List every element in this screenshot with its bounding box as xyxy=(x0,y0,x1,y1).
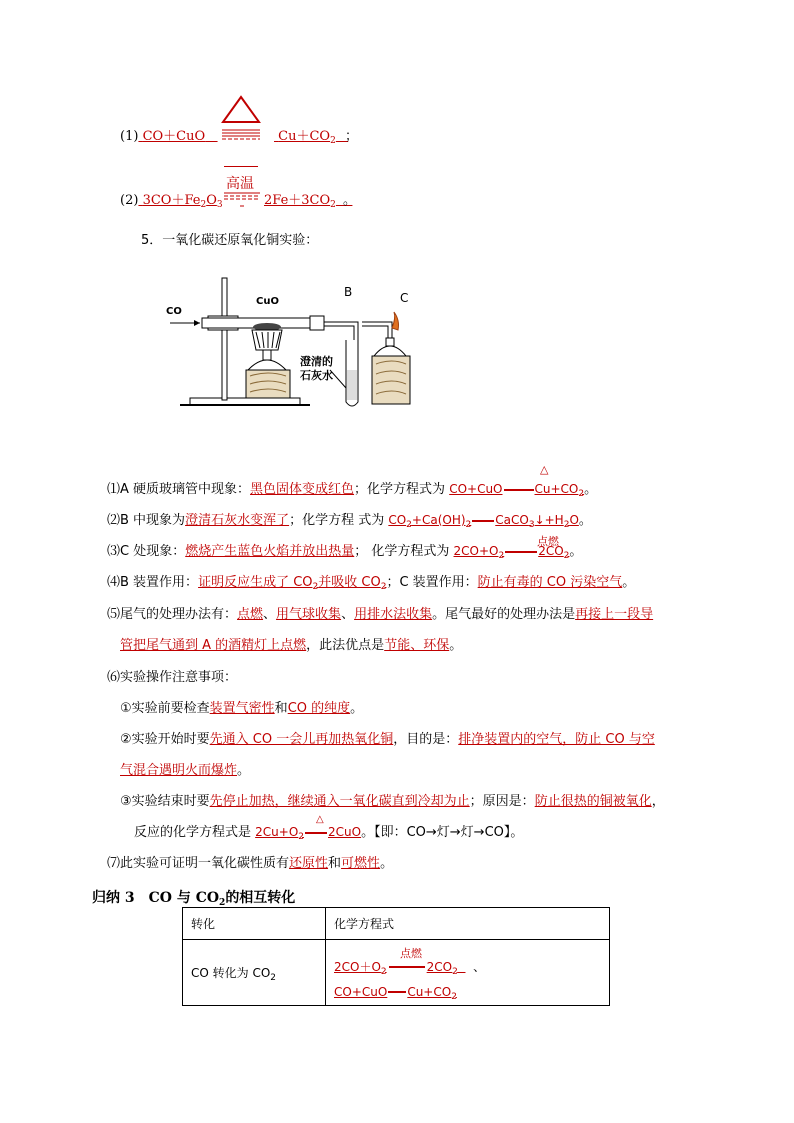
eq2-condition: 高温 xyxy=(226,176,254,192)
note-3-line2: 反应的化学方程式是 $2Cu+O_2$ 2CuO。【即：CO→灯→灯→CO】。 xyxy=(134,825,524,842)
equation-2: (2) $3CO+Fe_2O_3$ xyxy=(120,193,223,210)
table-header-cell: 化学方程式 xyxy=(326,908,610,940)
eq1-tail: ； xyxy=(345,129,359,144)
equation-1 xyxy=(120,125,218,144)
eq1-right: $Cu+CO_2$ xyxy=(278,129,336,146)
table-header-cell: 转化 xyxy=(183,908,326,940)
table-eq1: $2CO+O_2$ $2CO_2$ 、 xyxy=(334,959,486,977)
eq2-right: $2Fe+3CO_2$ xyxy=(264,193,336,210)
eq2-equals xyxy=(222,190,262,210)
label-cuo: CuO xyxy=(256,296,279,307)
q1-line: ⑴A 硬质玻璃管中现象：黑色固体变成红色；化学方程式为 CO+CuO $Cu+CO_2$。 xyxy=(107,482,598,499)
table-header-row xyxy=(183,908,610,940)
note-2-line1: ②实验开始时要先通入 CO 一会儿再加热氧化铜，目的是：排净装置内的空气，防止 CO 与空 xyxy=(120,732,655,747)
q1-cond: △ xyxy=(540,463,549,476)
eq2-topbar xyxy=(224,166,258,167)
eq-label: (1) xyxy=(120,129,139,144)
eq2-tail: 。 xyxy=(343,193,357,208)
note-1: ①实验前要检查装置气密性和CO 的纯度。 xyxy=(120,701,364,716)
table-cell xyxy=(326,940,610,1006)
summary-title: 归纳 3 CO 与 $CO_2$的相互转化 xyxy=(92,890,296,908)
q4-line: ⑷B 装置作用：证明反应生成了 $CO_2$并吸收 $CO_2$；C 装置作用：防止有毒的 CO 污染空气。 xyxy=(107,575,636,592)
q6-title: ⑹实验操作注意事项： xyxy=(107,670,238,685)
label-c: C xyxy=(400,291,409,305)
table-row xyxy=(183,940,610,1006)
table-cond: 点燃 xyxy=(400,946,422,960)
apparatus-diagram xyxy=(160,270,420,412)
q3-cond: 点燃 xyxy=(537,535,559,548)
label-limewater: 澄清的 石灰水 xyxy=(300,355,333,382)
q2-line: ⑵B 中现象为澄清石灰水变浑了；化学方程 式为 $CO_2+Ca(OH)_2$ $CaCO_3↓+H_2O$。 xyxy=(107,513,592,530)
table-eq2: CO+CuO $Cu+CO_2$ xyxy=(334,984,457,1002)
note-3-line1: ③实验结束时要先停止加热，继续通入一氧化碳直到冷却为止；原因是：防止很热的铜被氧化， xyxy=(120,794,665,809)
note-2-line2: 气混合遇明火而爆炸。 xyxy=(120,763,251,778)
section-title: 5．一氧化碳还原氧化铜实验： xyxy=(141,233,319,248)
heat-triangle-icon xyxy=(220,94,262,144)
q5-line1: ⑸尾气的处理办法有：点燃、用气球收集、用排水法收集。尾气最好的处理办法是再接上一段导 xyxy=(107,607,654,622)
label-co: CO xyxy=(166,306,182,317)
label-b: B xyxy=(344,285,353,299)
eq1-left: CO＋CuO xyxy=(142,129,206,144)
q7-line: ⑺此实验可证明一氧化碳性质有还原性和可燃性。 xyxy=(107,856,394,871)
note3-cond: △ xyxy=(316,814,324,825)
table-cell: CO 转化为 $CO_2$ xyxy=(183,940,326,1006)
q3-line: ⑶C 处现象：燃烧产生蓝色火焰并放出热量； 化学方程式为 $2CO+O_2$ $2CO_2$。 xyxy=(107,544,583,561)
q5-line2: 管把尾气通到 A 的酒精灯上点燃，此法优点是节能、环保。 xyxy=(120,638,463,653)
conversion-table xyxy=(182,907,610,1006)
